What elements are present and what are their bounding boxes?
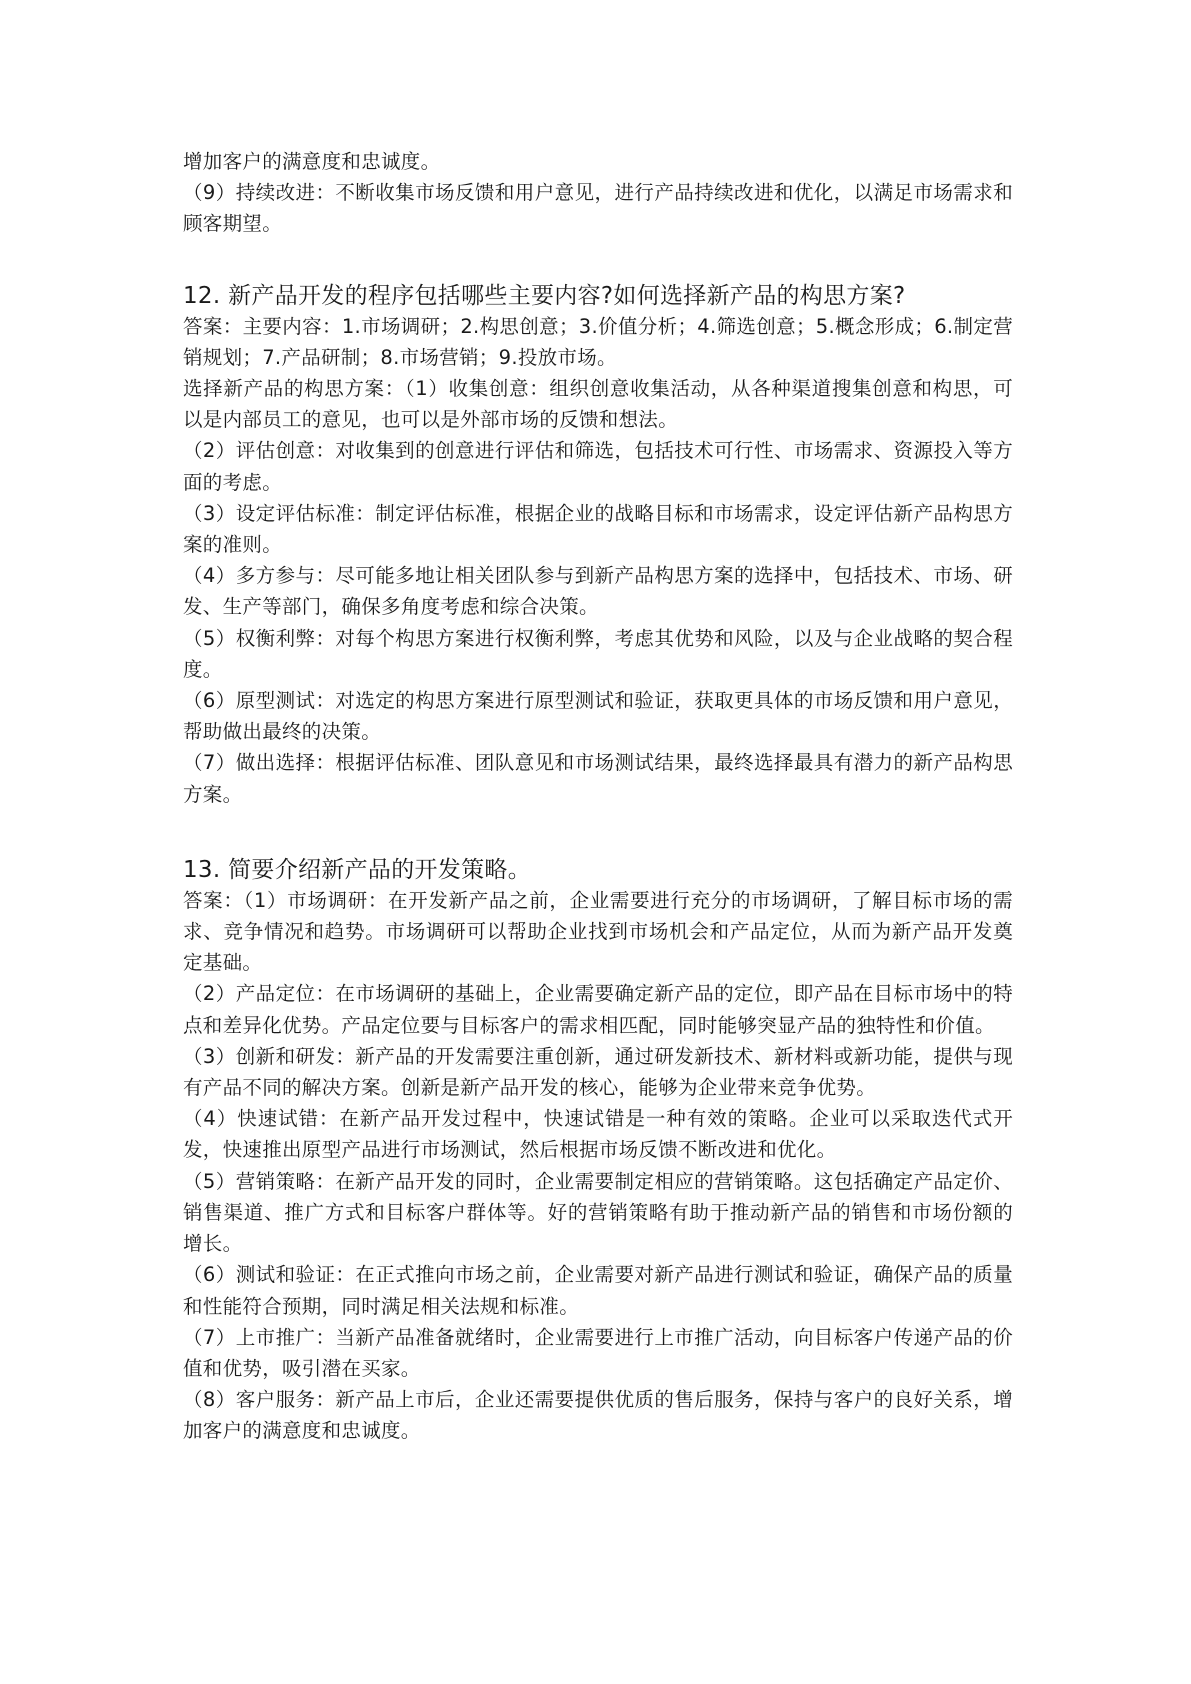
list-item: 答案：（1）市场调研：在开发新产品之前，企业需要进行充分的市场调研，了解目标市场的需求、竞争情况和趋势。市场调研可以帮助企业找到市场机会和产品定位，从而为新产品开发奠定基础。 (183, 888, 1013, 975)
list-item: （7）做出选择：根据评估标准、团队意见和市场测试结果，最终选择最具有潜力的新产品构思方案。 (183, 751, 1013, 806)
list-item: （5）权衡利弊：对每个构思方案进行权衡利弊，考虑其优势和风险，以及与企业战略的契合程度。 (183, 626, 1013, 681)
list-item: （4）快速试错：在新产品开发过程中，快速试错是一种有效的策略。企业可以采取迭代式开发，快速推出原型产品进行市场测试，然后根据市场反馈不断改进和优化。 (183, 1107, 1013, 1162)
list-item: （4）多方参与：尽可能多地让相关团队参与到新产品构思方案的选择中，包括技术、市场、研发、生产等部门，确保多角度考虑和综合决策。 (183, 564, 1013, 619)
list-item: （7）上市推广：当新产品准备就绪时，企业需要进行上市推广活动，向目标客户传递产品的价值和优势，吸引潜在买家。 (183, 1325, 1013, 1380)
list-item: （5）营销策略：在新产品开发的同时，企业需要制定相应的营销策略。这包括确定产品定价、销售渠道、推广方式和目标客户群体等。好的营销策略有助于推动新产品的销售和市场份额的增长。 (183, 1169, 1013, 1256)
question-12-heading: 12. 新产品开发的程序包括哪些主要内容?如何选择新产品的构思方案? (183, 282, 906, 309)
list-item: （3）创新和研发：新产品的开发需要注重创新，通过研发新技术、新材料或新功能，提供与现有产品不同的解决方案。创新是新产品开发的核心，能够为企业带来竞争优势。 (183, 1044, 1013, 1100)
paragraph: 增加客户的满意度和忠诚度。 (183, 150, 441, 173)
list-item: （2）评估创意：对收集到的创意进行评估和筛选，包括技术可行性、市场需求、资源投入等方面的考虑。 (183, 439, 1013, 494)
list-item: （2）产品定位：在市场调研的基础上，企业需要确定新产品的定位，即产品在目标市场中的特点和差异化优势。产品定位要与目标客户的需求相匹配，同时能够突显产品的独特性和价值。 (183, 982, 1013, 1037)
list-item: （3）设定评估标准：制定评估标准，根据企业的战略目标和市场需求，设定评估新产品构思方案的准则。 (183, 501, 1013, 557)
list-item: （6）测试和验证：在正式推向市场之前，企业需要对新产品进行测试和验证，确保产品的质量和性能符合预期，同时满足相关法规和标准。 (183, 1263, 1013, 1318)
list-item: （6）原型测试：对选定的构思方案进行原型测试和验证，获取更具体的市场反馈和用户意见，帮助做出最终的决策。 (183, 689, 1013, 744)
paragraph: 选择新产品的构思方案：（1）收集创意：组织创意收集活动，从各种渠道搜集创意和构思，可以是内部员工的意见，也可以是外部市场的反馈和想法。 (183, 377, 1013, 432)
list-item: （8）客户服务：新产品上市后，企业还需要提供优质的售后服务，保持与客户的良好关系，增加客户的满意度和忠诚度。 (183, 1388, 1013, 1443)
question-13-heading: 13. 简要介绍新产品的开发策略。 (183, 856, 531, 883)
paragraph: （9）持续改进：不断收集市场反馈和用户意见，进行产品持续改进和优化，以满足市场需求和顾客期望。 (183, 181, 1013, 236)
answer-paragraph: 答案：主要内容：1.市场调研；2.构思创意；3.价值分析；4.筛选创意；5.概念形成；6.制定营销规划；7.产品研制；8.市场营销；9.投放市场。 (183, 314, 1013, 369)
document-page (183, 146, 1013, 1447)
